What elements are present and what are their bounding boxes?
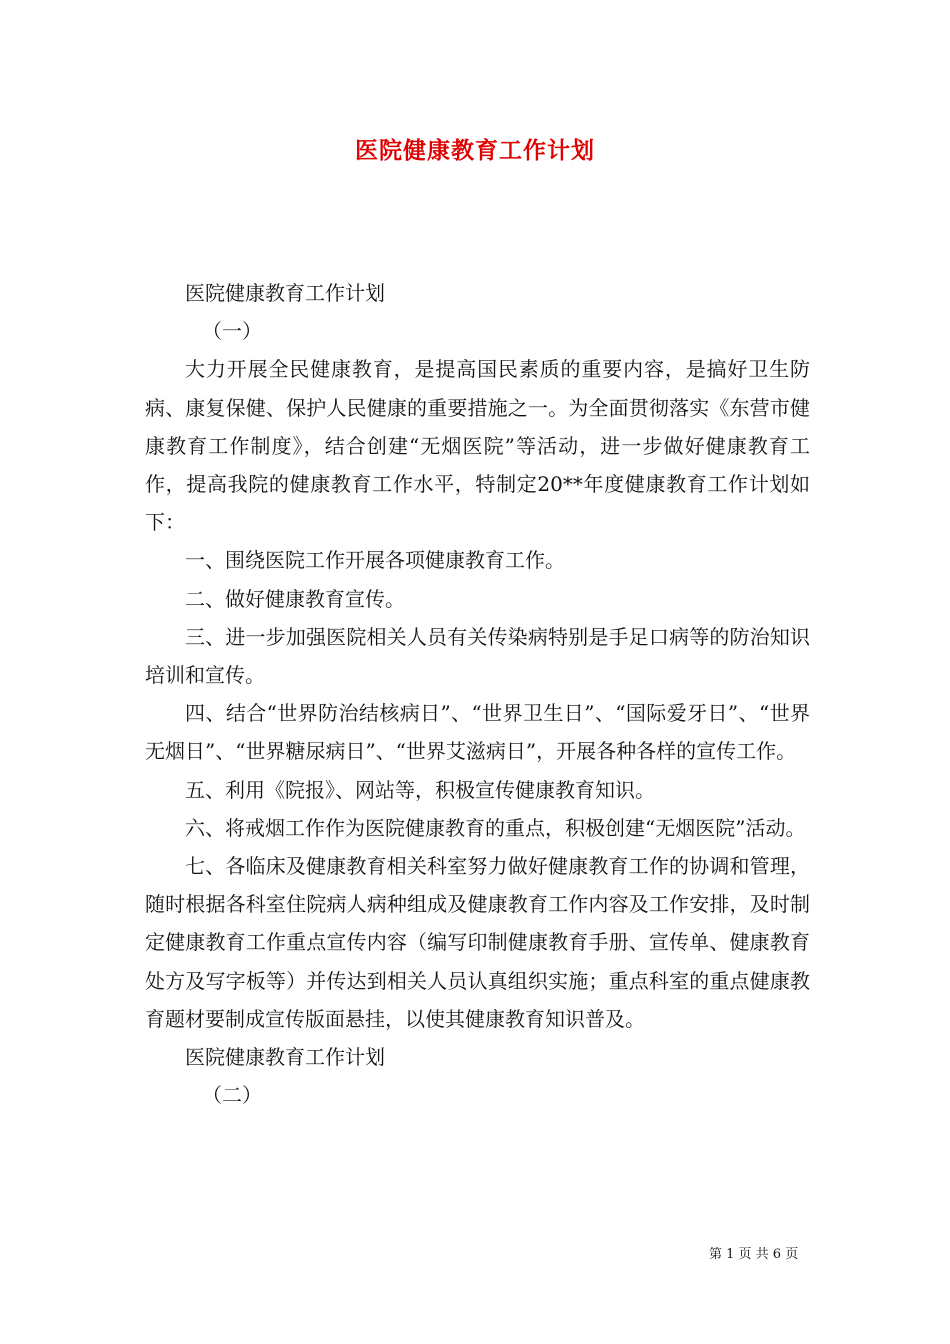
page-number: 第 1 页 共 6 页: [709, 1247, 799, 1262]
document-body: [145, 274, 810, 1114]
paragraph: 六、将戒烟工作作为医院健康教育的重点，积极创建“无烟医院”活动。: [185, 815, 806, 840]
paragraph: 三、进一步加强医院相关人员有关传染病特别是手足口病等的防治知识培训和宣传。: [145, 624, 810, 688]
section-number: （一）: [202, 319, 262, 344]
paragraph: 七、各临床及健康教育相关科室努力做好健康教育工作的协调和管理，随时根据各科室住院病人病种组成及健康教育工作内容及工作安排，及时制定健康教育工作重点宣传内容（编写印制健康教育手册、宣传单、健康教育处方及写字板等）并传达到相关人员认真组织实施；重点科室的重点健康教育题材要制成宣传版面悬挂，以使其健康教育知识普及。: [145, 854, 810, 1031]
document-title: 医院健康教育工作计划: [355, 137, 595, 164]
section-heading: 医院健康教育工作计划: [185, 281, 385, 305]
section-heading: 医院健康教育工作计划: [185, 1045, 385, 1070]
paragraph: 二、做好健康教育宣传。: [185, 586, 405, 611]
paragraph: 五、利用《院报》、网站等，积极宣传健康教育知识。: [185, 777, 655, 802]
paragraph: 一、围绕医院工作开展各项健康教育工作。: [185, 548, 565, 573]
section-number: （二）: [202, 1083, 262, 1108]
paragraph: 大力开展全民健康教育，是提高国民素质的重要内容，是搞好卫生防病、康复保健、保护人民健康的重要措施之一。为全面贯彻落实《东营市健康教育工作制度》，结合创建“无烟医院”等活动，进一步做好健康教育工作，提高我院的健康教育工作水平，特制定20**年度健康教育工作计划如下：: [145, 357, 810, 535]
paragraph: 四、结合“世界防治结核病日”、“世界卫生日”、“国际爱牙日”、“世界无烟日”、“世界糖尿病日”、“世界艾滋病日”，开展各种各样的宣传工作。: [145, 701, 810, 764]
